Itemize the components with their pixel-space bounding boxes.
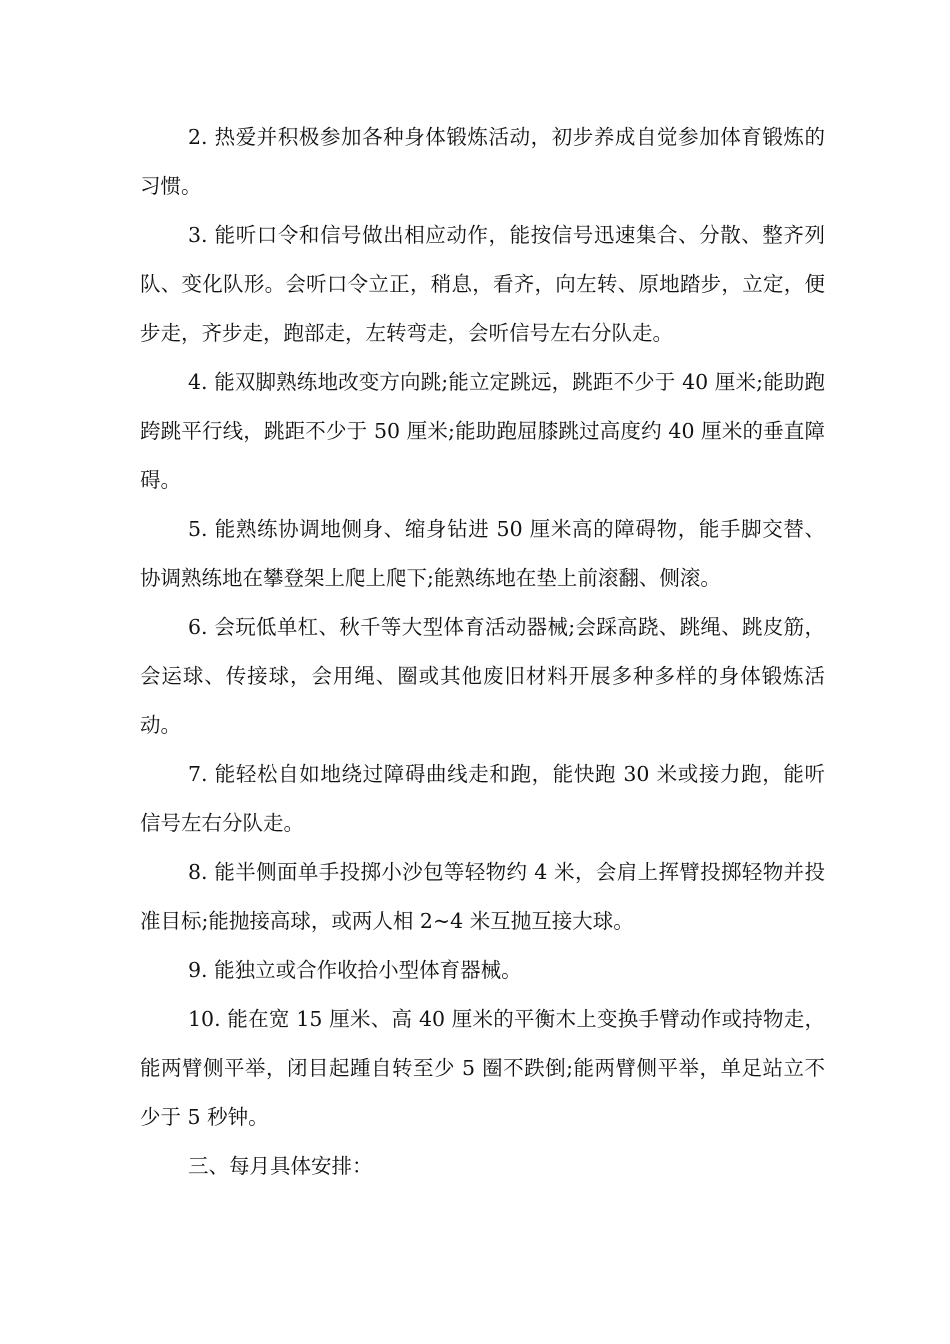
list-item-3: 3. 能听口令和信号做出相应动作，能按信号迅速集合、分散、整齐列队、变化队形。会听口令立正，稍息，看齐，向左转、原地踏步，立定，便步走，齐步走，跑部走，左转弯走，会听信号左右分队走。 — [140, 223, 825, 345]
list-item-7: 7. 能轻松自如地绕过障碍曲线走和跑，能快跑 30 米或接力跑，能听信号左右分队走。 — [140, 762, 825, 835]
list-item-2: 2. 热爱并积极参加各种身体锻炼活动，初步养成自觉参加体育锻炼的习惯。 — [140, 125, 825, 198]
list-item-4: 4. 能双脚熟练地改变方向跳;能立定跳远，跳距不少于 40 厘米;能助跑跨跳平行线，跳距不少于 50 厘米;能助跑屈膝跳过高度约 40 厘米的垂直障碍。 — [140, 370, 825, 492]
list-item-6: 6. 会玩低单杠、秋千等大型体育活动器械;会踩高跷、跳绳、跳皮筋，会运球、传接球，会用绳、圈或其他废旧材料开展多种多样的身体锻炼活动。 — [140, 615, 825, 737]
list-item-10: 10. 能在宽 15 厘米、高 40 厘米的平衡木上变换手臂动作或持物走，能两臂侧平举，闭目起踵自转至少 5 圈不跌倒;能两臂侧平举，单足站立不少于 5 秒钟。 — [140, 1007, 825, 1129]
list-item-5: 5. 能熟练协调地侧身、缩身钻进 50 厘米高的障碍物，能手脚交替、协调熟练地在攀登架上爬上爬下;能熟练地在垫上前滚翻、侧滚。 — [140, 517, 825, 590]
list-item-9: 9. 能独立或合作收拾小型体育器械。 — [188, 958, 522, 982]
section-heading: 三、每月具体安排： — [188, 1154, 373, 1178]
document-page — [140, 113, 825, 1191]
list-item-8: 8. 能半侧面单手投掷小沙包等轻物约 4 米，会肩上挥臂投掷轻物并投准目标;能抛接高球，或两人相 2~4 米互抛互接大球。 — [140, 860, 825, 933]
